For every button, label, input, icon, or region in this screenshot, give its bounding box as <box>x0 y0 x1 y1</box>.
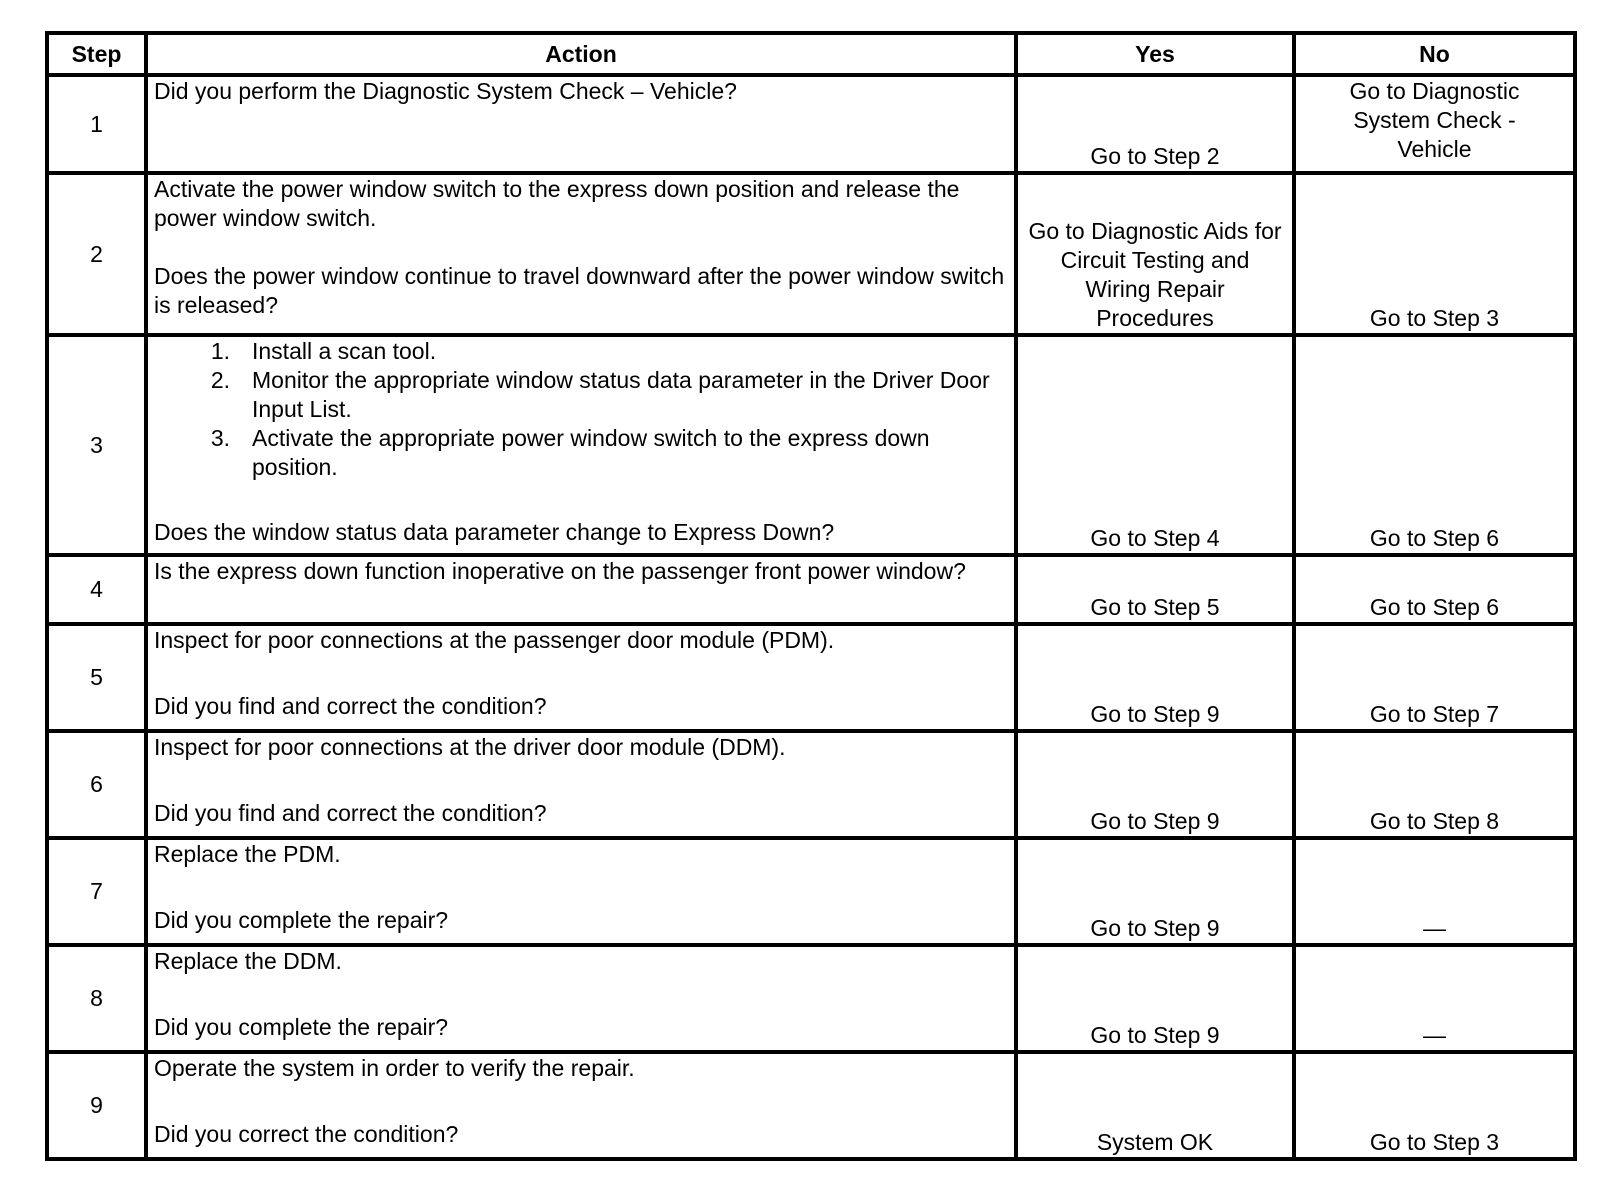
action-text: Inspect for poor connections at the driver door module (DDM). <box>154 734 786 760</box>
action-cell <box>146 335 1016 555</box>
action-question: Does the window status data parameter change to Express Down? <box>154 519 835 545</box>
header-no: No <box>1294 33 1575 75</box>
step-number: 1 <box>47 75 146 173</box>
header-step: Step <box>47 33 146 75</box>
table-row <box>47 75 1575 173</box>
action-cell <box>146 555 1016 624</box>
no-cell: Go to Step 3 <box>1294 1052 1575 1159</box>
action-question: Did you complete the repair? <box>154 1014 449 1040</box>
list-item-text: Activate the appropriate power window switch to the express down position. <box>252 425 930 480</box>
action-cell <box>146 838 1016 945</box>
list-item <box>154 337 1008 366</box>
list-item-number: 3. <box>210 425 230 451</box>
step-number: 8 <box>47 945 146 1052</box>
step-number: 6 <box>47 731 146 838</box>
no-cell: — <box>1294 945 1575 1052</box>
action-text: Operate the system in order to verify the repair. <box>154 1055 635 1081</box>
list-item-text: Install a scan tool. <box>252 338 437 364</box>
action-text: Is the express down function inoperative on the passenger front power window? <box>154 558 966 584</box>
table-row <box>47 838 1575 945</box>
list-item-number: 1. <box>210 338 230 364</box>
action-text: Inspect for poor connections at the passenger door module (PDM). <box>154 627 835 653</box>
header-action: Action <box>146 33 1016 75</box>
no-cell: Go to Step 3 <box>1294 173 1575 335</box>
no-cell: Go to Diagnostic System Check - Vehicle <box>1294 75 1575 173</box>
action-question: Did you find and correct the condition? <box>154 693 547 719</box>
table-row <box>47 335 1575 555</box>
table-row <box>47 945 1575 1052</box>
no-cell: Go to Step 6 <box>1294 335 1575 555</box>
yes-cell: Go to Step 9 <box>1016 731 1294 838</box>
action-question: Did you find and correct the condition? <box>154 800 547 826</box>
yes-cell: Go to Step 5 <box>1016 555 1294 624</box>
header-yes: Yes <box>1016 33 1294 75</box>
no-cell: Go to Step 6 <box>1294 555 1575 624</box>
step-number: 5 <box>47 624 146 731</box>
list-item <box>154 424 1008 482</box>
yes-cell: System OK <box>1016 1052 1294 1159</box>
table-row <box>47 1052 1575 1159</box>
step-number: 4 <box>47 555 146 624</box>
no-cell: Go to Step 7 <box>1294 624 1575 731</box>
list-item-text: Monitor the appropriate window status data parameter in the Driver Door Input List. <box>252 367 990 422</box>
yes-cell: Go to Step 9 <box>1016 838 1294 945</box>
action-text: Replace the PDM. <box>154 841 341 867</box>
action-cell <box>146 173 1016 335</box>
header-row <box>47 33 1575 75</box>
step-number: 2 <box>47 173 146 335</box>
yes-cell: Go to Step 9 <box>1016 624 1294 731</box>
yes-cell: Go to Step 2 <box>1016 75 1294 173</box>
action-cell <box>146 75 1016 173</box>
action-text: Replace the DDM. <box>154 948 342 974</box>
step-number: 7 <box>47 838 146 945</box>
no-cell: Go to Step 8 <box>1294 731 1575 838</box>
list-item <box>154 366 1008 424</box>
action-cell <box>146 624 1016 731</box>
yes-cell: Go to Step 9 <box>1016 945 1294 1052</box>
action-cell <box>146 945 1016 1052</box>
action-text: Did you perform the Diagnostic System Check – Vehicle? <box>154 78 737 104</box>
table-row <box>47 173 1575 335</box>
list-item-number: 2. <box>210 367 230 393</box>
table-row <box>47 731 1575 838</box>
action-question: Does the power window continue to travel downward after the power window switch is released? <box>154 263 1005 318</box>
action-cell <box>146 1052 1016 1159</box>
yes-cell: Go to Step 4 <box>1016 335 1294 555</box>
step-number: 3 <box>47 335 146 555</box>
step-number: 9 <box>47 1052 146 1159</box>
action-steps-list <box>154 337 1008 482</box>
yes-cell: Go to Diagnostic Aids for Circuit Testing and Wiring Repair Procedures <box>1016 173 1294 335</box>
no-cell: — <box>1294 838 1575 945</box>
table-row <box>47 624 1575 731</box>
action-question: Did you complete the repair? <box>154 907 449 933</box>
table-row <box>47 555 1575 624</box>
action-cell <box>146 731 1016 838</box>
action-text: Activate the power window switch to the express down position and release the power window switch. <box>154 176 960 231</box>
diagnostic-table <box>45 31 1577 1161</box>
action-question: Did you correct the condition? <box>154 1121 459 1147</box>
